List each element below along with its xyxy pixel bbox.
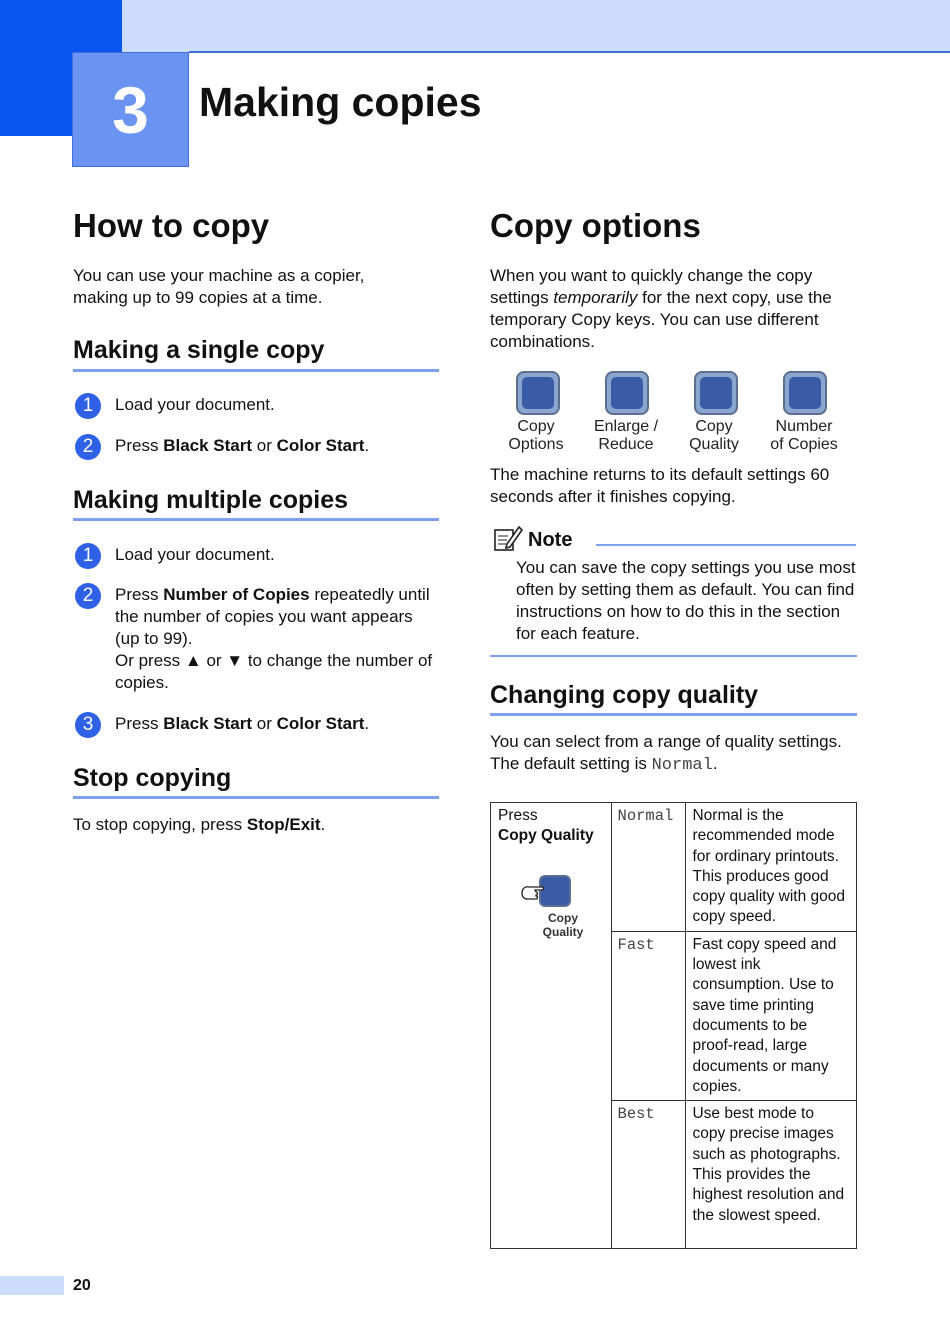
color-start-key-name: Color Start (276, 436, 365, 455)
number-of-copies-key-name: Number of Copies (163, 585, 310, 604)
stop-copying-heading: Stop copying (73, 764, 232, 792)
copy-options-key-label: Copy Options (508, 418, 564, 453)
enlarge-reduce-key-icon (605, 371, 649, 415)
copy-options-key-icon (516, 371, 560, 415)
multiple-copies-rule (73, 518, 439, 521)
step-text: Load your document. (115, 545, 275, 564)
stop-copying-rule (73, 796, 439, 799)
mode-name-normal: Normal (611, 803, 686, 932)
single-copy-rule (73, 369, 439, 372)
color-start-key-name: Color Start (276, 714, 365, 733)
mode-name-fast: Fast (611, 931, 686, 1100)
copy-quality-key-icon (694, 371, 738, 415)
pointing-hand-icon (520, 879, 550, 903)
stop-copying-text: To stop copying, press Stop/Exit. (73, 815, 326, 834)
default-mode-value: Normal (651, 756, 713, 775)
note-title: Note (528, 529, 573, 551)
step-number-badge: 1 (75, 393, 101, 419)
number-of-copies-key-label: Number of Copies (770, 418, 838, 453)
copy-quality-key-caption: Copy Quality (542, 910, 584, 939)
number-of-copies-key-icon (783, 371, 827, 415)
how-to-copy-intro: You can use your machine as a copier, making up to 99 copies at a time. (73, 266, 365, 307)
black-start-key-name: Black Start (163, 436, 253, 455)
step-number-badge: 2 (75, 583, 101, 609)
single-copy-heading: Making a single copy (73, 336, 325, 364)
mode-description-normal: Normal is the recommended mode for ordinary printouts. This produces good copy quality with good copy speed. (686, 803, 857, 932)
mode-description-fast: Fast copy speed and lowest ink consumption. Use to save time printing documents to be proof-read, large documents or many copies. (686, 931, 857, 1100)
press-key-cell (491, 803, 612, 1249)
step-number-badge: 1 (75, 543, 101, 569)
press-label: Press (498, 807, 538, 824)
copy-quality-intro: You can select from a range of quality settings. The default setting is Normal. (490, 732, 842, 775)
note-top-rule (596, 544, 856, 546)
footer-bar (0, 1276, 64, 1295)
copy-quality-rule (490, 713, 857, 716)
note-icon (493, 524, 523, 552)
how-to-copy-heading: How to copy (73, 207, 270, 244)
stop-exit-key-name: Stop/Exit (246, 815, 321, 834)
step-number-badge: 3 (75, 712, 101, 738)
step-text: Press Black Start or Color Start. (115, 436, 370, 455)
step-text: Press Black Start or Color Start. (115, 714, 370, 733)
changing-copy-quality-heading: Changing copy quality (490, 681, 759, 709)
note-text: You can save the copy settings you use most often by setting them as default. You can find instructions on how to do this in the section for each feature. (516, 558, 856, 643)
copy-quality-key-illustration (498, 867, 604, 967)
copy-quality-table (490, 802, 857, 1249)
mode-description-best: Use best mode to copy precise images such as photographs. This provides the highest resolution and the slowest speed. (686, 1101, 857, 1249)
step-text: Press Number of Copies repeatedly until the number of copies you want appears (up to 99). Or press ▲ or ▼ to change the number of copies. (115, 585, 433, 692)
chapter-number: 3 (112, 73, 149, 147)
header-band (0, 0, 950, 52)
step-text: Load your document. (115, 395, 275, 414)
black-start-key-name: Black Start (163, 714, 253, 733)
copy-quality-key-label: Copy Quality (689, 418, 739, 453)
multiple-copies-heading: Making multiple copies (73, 486, 349, 514)
enlarge-reduce-key-label: Enlarge / Reduce (593, 418, 659, 453)
chapter-title: Making copies (199, 79, 482, 125)
mode-name-best: Best (611, 1101, 686, 1249)
note-bottom-rule (490, 655, 857, 657)
copy-options-heading: Copy options (490, 207, 701, 244)
copy-options-intro: When you want to quickly change the copy settings temporarily for the next copy, use the temporary Copy keys. You can use different combinations. (490, 266, 832, 351)
page-number: 20 (73, 1277, 91, 1294)
table-row (491, 803, 857, 932)
chapter-rule (189, 51, 950, 53)
copy-quality-key-name: Copy Quality (498, 827, 594, 845)
default-settings-text: The machine returns to its default settings 60 seconds after it finishes copying. (490, 465, 830, 506)
step-number-badge: 2 (75, 434, 101, 460)
